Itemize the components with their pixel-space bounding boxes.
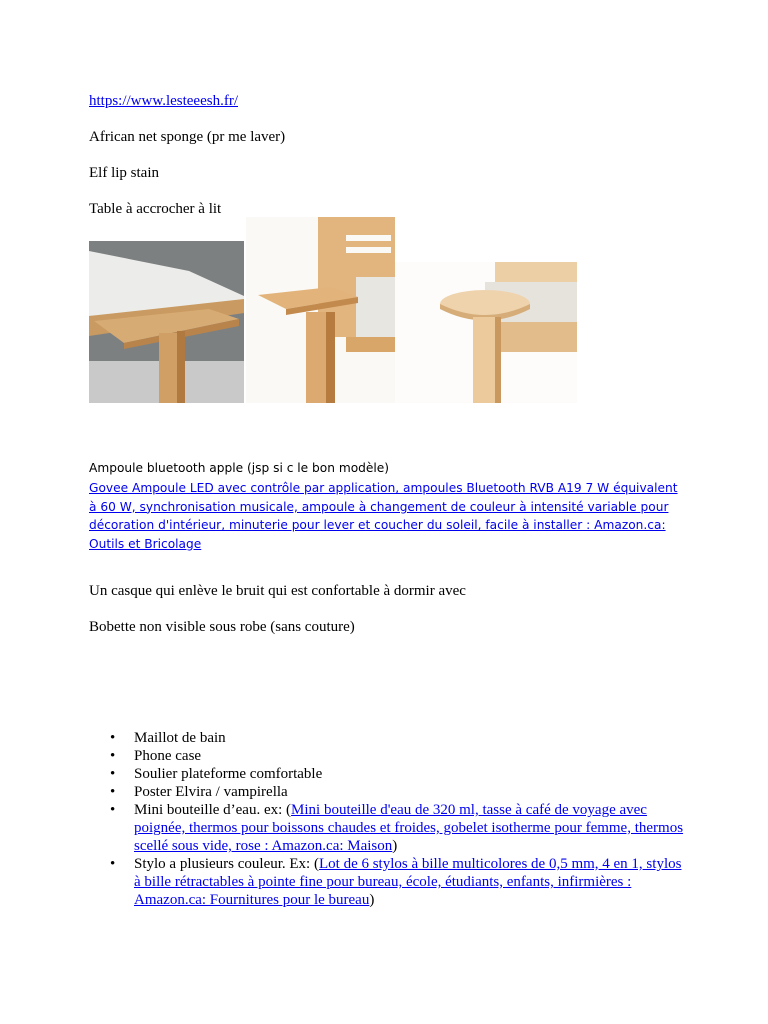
list-item: • Maillot de bain (110, 730, 226, 746)
bed-table-photo-1 (89, 241, 244, 403)
bed-table-photos (89, 217, 577, 403)
bed-table-photo-2 (246, 217, 395, 403)
list-item: • Soulier plateforme comfortable (110, 766, 323, 782)
website-link[interactable]: https://www.lesteeesh.fr/ (89, 93, 238, 109)
list-item-underwear: Bobette non visible sous robe (sans couture) (89, 619, 355, 635)
list-item: • Stylo a plusieurs couleur. Ex: (Lot de 6 stylos à bille multicolores de 0,5 mm, 4 en 1, stylos à bille rétractables à pointe fine pour bureau, école, étudiants, enfants, infirmières : Amazon.ca: Fournitures pour le bureau) (110, 856, 682, 908)
bullet-icon: • (110, 748, 116, 764)
bullet-icon: • (110, 802, 116, 818)
bullet-icon: • (110, 766, 116, 782)
bullet-list (89, 729, 689, 909)
list-item: • Poster Elvira / vampirella (110, 784, 288, 800)
water-bottle-link[interactable]: Mini bouteille d'eau de 320 ml, tasse à café de voyage avec poignée, thermos pour boissons chaudes et froides, gobelet isotherme pour femme, thermos scellé sous vide, rose : Amazon.ca: Maison (134, 802, 684, 854)
list-item-bed-table: Table à accrocher à lit (89, 201, 222, 217)
list-item-headphones: Un casque qui enlève le bruit qui est confortable à dormir avec (89, 583, 466, 599)
list-item: • Phone case (110, 748, 202, 764)
bullet-icon: • (110, 784, 116, 800)
bulb-product-link[interactable]: Govee Ampoule LED avec contrôle par application, ampoules Bluetooth RVB A19 7 W équivalent à 60 W, synchronisation musicale, ampoule à changement de couleur à intensité variable pour décoration d'intérieur, minuterie pour lever et coucher du soleil, facile à installer : Amazon.ca: Outils et Bricolage (89, 481, 678, 551)
bullet-icon: • (110, 730, 116, 746)
bed-table-photo-3 (395, 262, 577, 403)
list-item: • Mini bouteille d’eau. ex: (Mini bouteille d'eau de 320 ml, tasse à café de voyage avec poignée, thermos pour boissons chaudes et froides, gobelet isotherme pour femme, thermos scellé sous vide, rose : Amazon.ca: Maison) (110, 802, 684, 854)
pens-link[interactable]: Lot de 6 stylos à bille multicolores de 0,5 mm, 4 en 1, stylos à bille rétractables à pointe fine pour bureau, école, étudiants, enfants, infirmières : Amazon.ca: Fournitures pour le bureau (134, 856, 682, 908)
bulb-heading: Ampoule bluetooth apple (jsp si c le bon modèle) (89, 461, 390, 475)
list-item-lip-stain: Elf lip stain (89, 165, 159, 181)
bullet-icon: • (110, 856, 116, 872)
list-item-sponge: African net sponge (pr me laver) (89, 129, 286, 145)
